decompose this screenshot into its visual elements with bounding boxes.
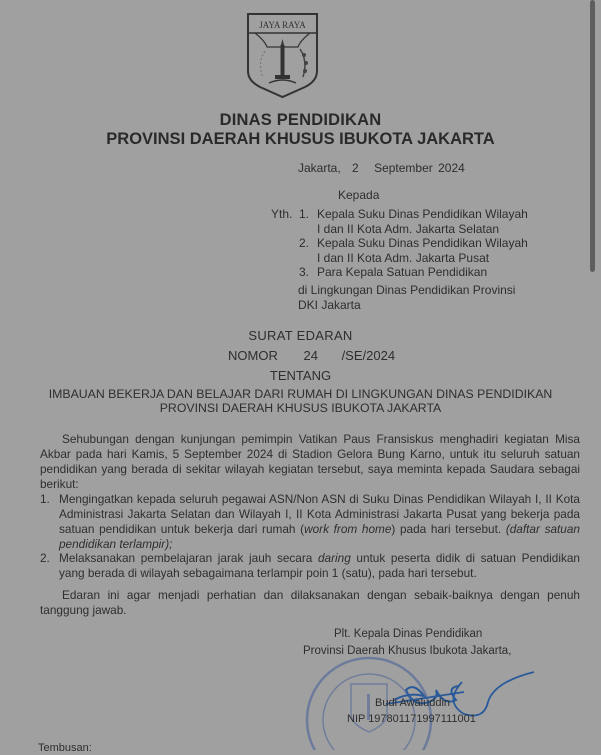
item-text: Melaksanakan pembelajaran jarak jauh secara daring untuk peserta didik di satuan Pendidikan yang berada di wilayah sebagaimana terlampir poin 1 (satu), pada hari tersebut. <box>59 551 580 580</box>
subject-line: PROVINSI DAERAH KHUSUS IBUKOTA JAKARTA <box>159 401 442 415</box>
recipient-line: Kepala Suku Dinas Pendidikan Wilayah <box>317 207 528 221</box>
signatory-name: Budi Awaluddin <box>375 697 451 709</box>
recipient-line: Kepala Suku Dinas Pendidikan Wilayah <box>317 236 528 250</box>
svg-text:JAYA RAYA: JAYA RAYA <box>259 20 306 30</box>
intro-paragraph <box>40 432 580 492</box>
tentang-label: TENTANG <box>269 368 332 383</box>
recipient-line: I dan II Kota Adm. Jakarta Pusat <box>317 251 490 265</box>
location-line: DKI Jakarta <box>298 298 361 312</box>
item-number: 1. <box>40 492 50 506</box>
letter-date <box>298 161 465 175</box>
tembusan-label: Tembusan: <box>38 742 92 754</box>
instruction-item-2 <box>40 551 580 581</box>
yth-label: Yth. <box>271 207 293 221</box>
recipient-location <box>298 283 515 313</box>
item-number: 2. <box>40 551 50 565</box>
recipient-3 <box>299 265 559 280</box>
issuer-name-line2: PROVINSI DAERAH KHUSUS IBUKOTA JAKARTA <box>106 130 495 148</box>
recipient-line: Para Kepala Satuan Pendidikan <box>317 265 488 279</box>
recipient-number: 3. <box>299 265 310 279</box>
nomor-label: NOMOR <box>228 348 278 363</box>
circular-title: SURAT EDARAN <box>248 328 353 343</box>
subject-line: IMBAUAN BEKERJA DAN BELAJAR DARI RUMAH DI LINGKUNGAN DINAS PENDIDIKAN <box>48 387 553 401</box>
nomor-value: 24 <box>303 348 318 363</box>
location-line: di Lingkungan Dinas Pendidikan Provinsi <box>298 283 516 297</box>
kepada-label: Kepada <box>338 188 380 202</box>
recipient-number: 1. <box>299 207 310 221</box>
recipient-line: I dan II Kota Adm. Jakarta Selatan <box>317 222 500 236</box>
issuer-name-line1: DINAS PENDIDIKAN <box>219 111 382 129</box>
instruction-item-1 <box>40 492 580 552</box>
nomor-suffix: /SE/2024 <box>341 348 396 363</box>
vertical-scrollbar-thumb[interactable] <box>590 0 595 272</box>
jakarta-coat-of-arms-icon <box>245 11 320 99</box>
closing-text: Edaran ini agar menjadi perhatian dan dilaksanakan dengan sebaik-baiknya dengan penuh tanggung jawab. <box>40 588 580 617</box>
recipient-2 <box>299 236 559 266</box>
item-text: Mengingatkan kepada seluruh pegawai ASN/Non ASN di Suku Dinas Pendidikan Wilayah I, II Kota Administrasi Jakarta Selatan dan Wilayah I, II Kota Administrasi Jakarta Pusat yang bekerja pada satuan pendidikan untuk bekerja dari rumah (work from home) pada hari tersebut. (daftar satuan pendidikan terlampir); <box>59 492 580 551</box>
signatory-title-line2: Provinsi Daerah Khusus Ibukota Jakarta, <box>303 645 512 657</box>
signatory-title-line1: Plt. Kepala Dinas Pendidikan <box>334 628 483 640</box>
circular-subject <box>0 387 601 415</box>
recipient-number: 2. <box>299 236 310 250</box>
recipient-1 <box>299 207 559 237</box>
intro-text: Sehubungan dengan kunjungan pemimpin Vatikan Paus Fransiskus menghadiri kegiatan Misa Akbar pada hari Kamis, 5 September 2024 di Stadion Gelora Bung Karno, untuk itu seluruh satuan pendidikan yang berada di sekitar wilayah kegiatan tersebut, saya meminta kepada Saudara sebagai berikut: <box>40 432 580 491</box>
date-city: Jakarta, <box>298 161 341 175</box>
date-day: 2 <box>352 161 359 175</box>
signatory-nip: NIP 197801171997111001 <box>347 713 476 725</box>
circular-number <box>228 348 395 363</box>
date-month-year: September 2024 <box>374 161 465 175</box>
closing-paragraph <box>40 588 580 618</box>
